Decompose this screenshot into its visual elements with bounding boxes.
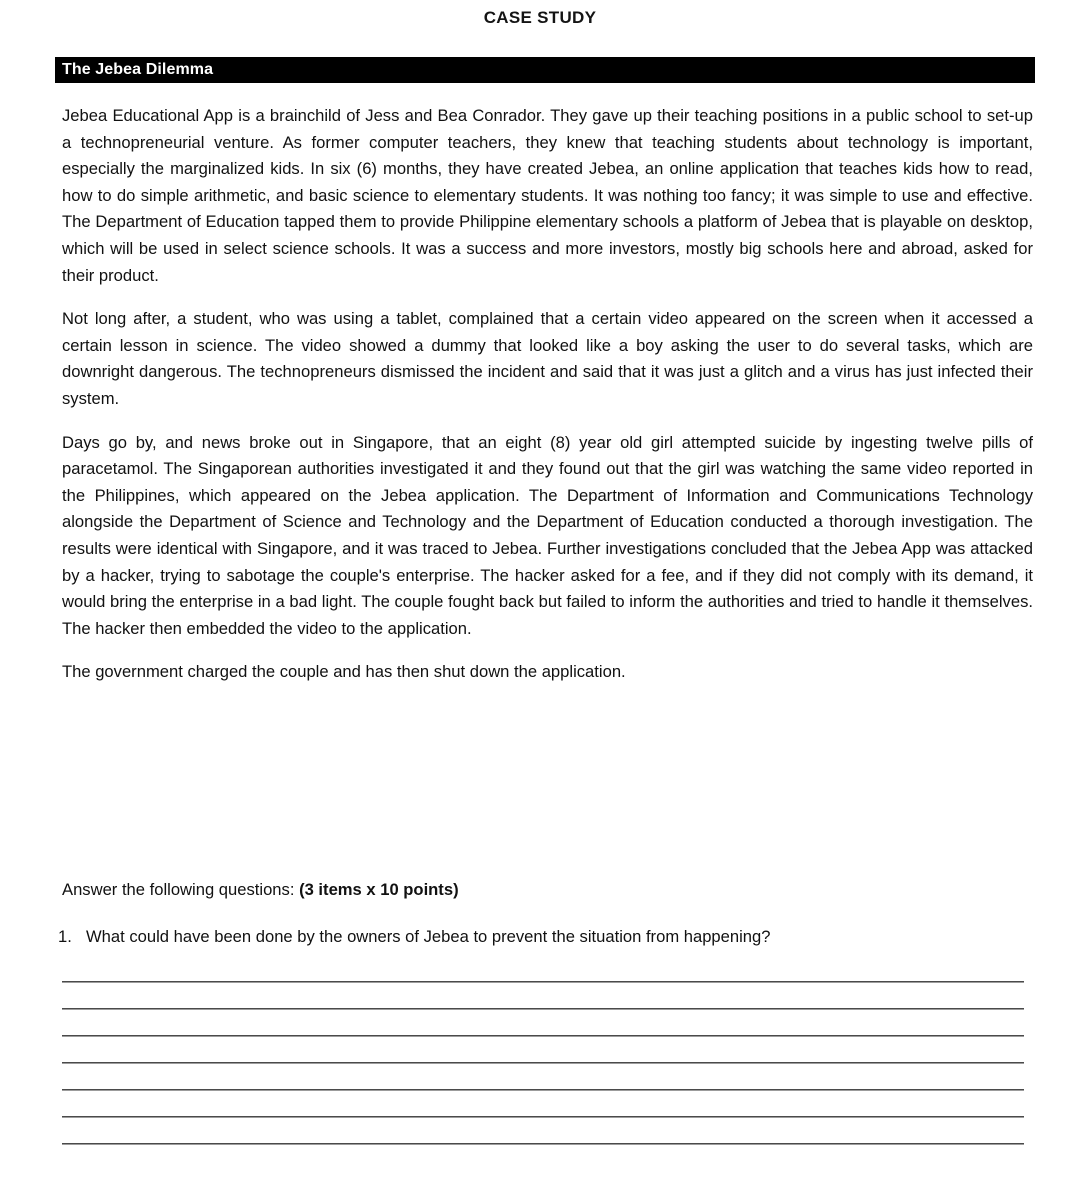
answer-line[interactable]	[62, 1035, 1024, 1036]
question-text: What could have been done by the owners of Jebea to prevent the situation from happening?	[86, 927, 771, 946]
answer-line[interactable]	[62, 1089, 1024, 1090]
case-paragraph-3: Days go by, and news broke out in Singapore, that an eight (8) year old girl attempted suicide by ingesting twelve pills of paracetamol. The Singaporean authorities investigated it and they found out that the girl was watching the same video reported in the Philippines, which appeared on the Jebea application. The Department of Information and Communications Technology alongside the Department of Science and Technology and the Department of Education conducted a thorough investigation. The results were identical with Singapore, and it was traced to Jebea. Further investigations concluded that the Jebea App was attacked by a hacker, trying to sabotage the couple's enterprise. The hacker asked for a fee, and if they did not comply with its demand, it would bring the enterprise in a bad light. The couple fought back but failed to inform the authorities and tried to handle it themselves. The hacker then embedded the video to the application.	[62, 432, 1033, 638]
section-heading-bar	[55, 57, 1035, 83]
answer-instruction	[62, 878, 1033, 902]
answer-line[interactable]	[62, 1116, 1024, 1117]
case-body	[62, 103, 1033, 686]
case-paragraph-1: Jebea Educational App is a brainchild of Jess and Bea Conrador. They gave up their teaching positions in a public school to set-up a technopreneurial venture. As former computer teachers, they knew that teaching students about technology is important, especially the marginalized kids. In six (6) months, they have created Jebea, an online application that teaches kids how to read, how to do simple arithmetic, and basic science to elementary students. It was nothing too fancy; it was simple to use and effective. The Department of Education tapped them to provide Philippine elementary schools a platform of Jebea that is playable on desktop, which will be used in select science schools. It was a success and more investors, mostly big schools here and abroad, asked for their product.	[62, 106, 1033, 285]
question-item-1	[58, 925, 1033, 949]
answer-instruction-lead: Answer the following questions:	[62, 880, 300, 899]
question-number: 1.	[58, 927, 72, 946]
case-paragraph-2: Not long after, a student, who was using a tablet, complained that a certain video appeared on the screen when it accessed a certain lesson in science. The video showed a dummy that looked like a boy asking the user to do several tasks, which are downright dangerous. The technopreneurs dismissed the incident and said that it was just a glitch and a virus has just infected their system.	[62, 309, 1033, 408]
answer-instruction-points: (3 items x 10 points)	[299, 880, 459, 899]
answer-line[interactable]	[62, 1143, 1024, 1144]
answer-line[interactable]	[62, 1062, 1024, 1063]
answer-line[interactable]	[62, 1008, 1024, 1009]
page-title: CASE STUDY	[483, 8, 597, 27]
section-heading-label: The Jebea Dilemma	[62, 61, 214, 78]
case-paragraph-4: The government charged the couple and has then shut down the application.	[62, 662, 626, 682]
answer-lines-group[interactable]	[62, 981, 1024, 1144]
answer-line[interactable]	[62, 981, 1024, 982]
